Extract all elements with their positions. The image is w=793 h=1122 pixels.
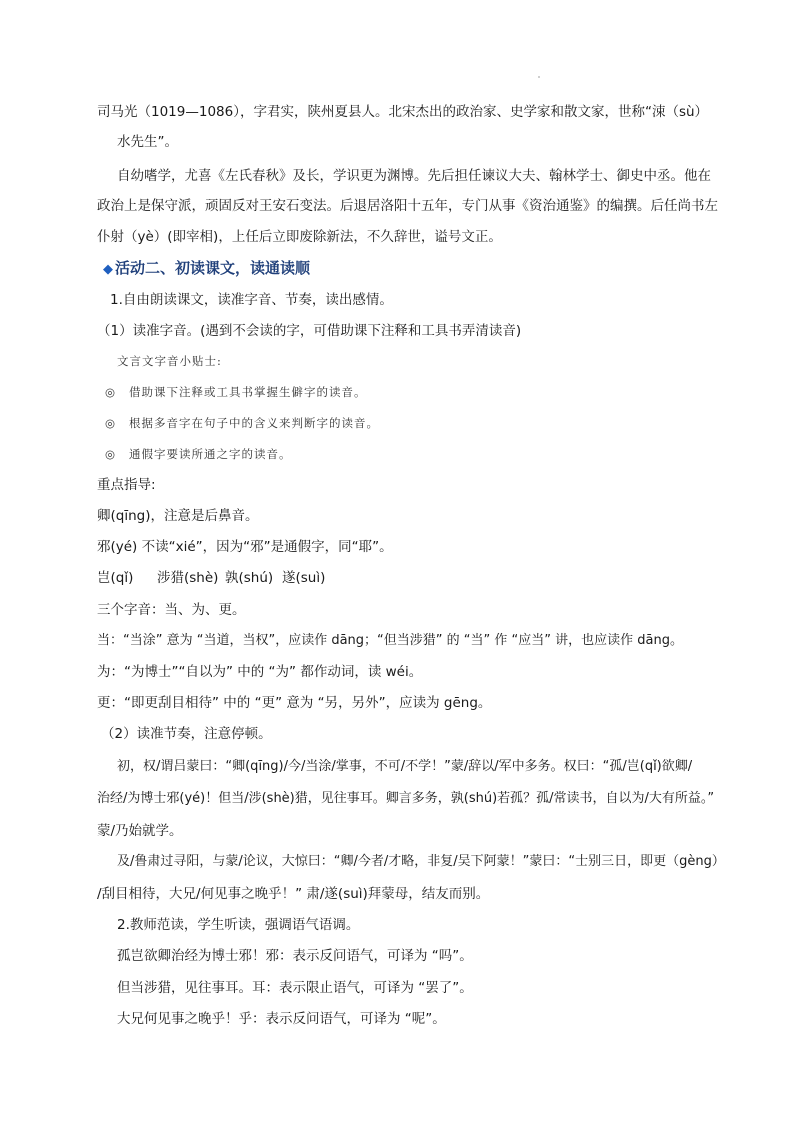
guide-title: 重点指导: bbox=[97, 477, 156, 493]
diamond-bullet-icon: ◆ bbox=[103, 262, 113, 277]
step-1: 1.自由朗读课文，读准字音、节奏，读出感情。 bbox=[110, 292, 393, 308]
tip-item-2: ◎ 根据多音字在句子中的含义来判断字的读音。 bbox=[105, 416, 379, 430]
step-1-sub: （1）读准字音。(遇到不会读的字，可借助课下注释和工具书弄清读音) bbox=[97, 323, 522, 339]
model-line-1: 孤岂欲卿治经为博士邪！邪：表示反问语气，可译为 “吗”。 bbox=[117, 948, 473, 964]
rhythm-p2-line-2: /刮目相待，大兄/何见事之晚乎！” 肃/遂(suì)拜蒙母，结友而别。 bbox=[97, 886, 490, 902]
guide-char-2: 涉猎(shè) bbox=[157, 570, 219, 586]
poly-title: 三个字音：当、为、更。 bbox=[97, 602, 246, 618]
guide-char-3: 孰(shú) bbox=[225, 570, 274, 586]
rhythm-p2-line-1: 及/鲁肃过寻阳，与蒙/论议，大惊曰：“卿/今者/才略，非复/吴下阿蒙！”蒙曰：“士别三日，即更（gèng） bbox=[117, 854, 725, 869]
guide-char-1: 岂(qǐ) bbox=[97, 570, 134, 586]
step-2: 2.教师范读，学生听读，强调语气语调。 bbox=[117, 917, 360, 933]
intro-paragraph-2-line-1: 自幼嗜学，尤喜《左氏春秋》及长，学识更为渊博。先后担任谏议大夫、翰林学士、御史中丞。他在 bbox=[117, 168, 711, 184]
tip-item-3: ◎ 通假字要读所通之字的读音。 bbox=[105, 447, 292, 461]
bullet-circle-icon: ◎ bbox=[105, 447, 117, 461]
model-line-3: 大兄何见事之晚乎！乎：表示反问语气，可译为 “呢”。 bbox=[117, 1011, 446, 1027]
intro-paragraph-2-line-3: 仆射（yè）(即宰相)，上任后立即废除新法，不久辞世，谥号文正。 bbox=[97, 229, 502, 245]
activity-heading bbox=[103, 259, 310, 279]
intro-paragraph-1-line-1: 司马光（1019—1086），字君实，陕州夏县人。北宋杰出的政治家、史学家和散文家，世称“涑（sù） bbox=[97, 104, 709, 120]
rhythm-sub: （2）读准节奏，注意停顿。 bbox=[101, 726, 272, 742]
guide-line-1: 卿(qīng)，注意是后鼻音。 bbox=[97, 508, 259, 524]
rhythm-p1-line-3: 蒙/乃始就学。 bbox=[97, 823, 183, 839]
intro-paragraph-1-line-2: 水先生”。 bbox=[117, 134, 178, 150]
poly-wei: 为：“为博士”“自以为” 中的 “为” 都作动词，读 wéi。 bbox=[97, 664, 423, 680]
rhythm-p1-line-1: 初，权/谓吕蒙曰：“卿(qīng)/今/当涂/掌事，不可/不学！”蒙/辞以/军中多务。权曰：“孤/岂(qǐ)欲卿/ bbox=[117, 759, 693, 774]
tip-item-1: ◎ 借助课下注释或工具书掌握生僻字的读音。 bbox=[105, 385, 367, 399]
activity-title: 活动二、初读课文，读通读顺 bbox=[115, 259, 311, 277]
poly-dang: 当：“当涂” 意为 “当道，当权”，应读作 dāng；“但当涉猎” 的 “当” 作 “应当” 讲，也应读作 dāng。 bbox=[97, 633, 683, 648]
guide-char-4: 遂(suì) bbox=[282, 570, 326, 586]
bullet-circle-icon: ◎ bbox=[105, 416, 117, 430]
poly-geng: 更：“即更刮目相待” 中的 “更” 意为 “另，另外”，应读为 gēng。 bbox=[97, 695, 492, 711]
rhythm-p1-line-2: 治经/为博士邪(yé)！但当/涉(shè)猎，见往事耳。卿言多务，孰(shú)若孤？孤/常读书，自以为/大有所益。” bbox=[97, 791, 715, 806]
page-mark bbox=[538, 76, 540, 78]
bullet-circle-icon: ◎ bbox=[105, 385, 117, 399]
tips-title: 文言文字音小贴士: bbox=[117, 354, 222, 368]
model-line-2: 但当涉猎，见往事耳。耳：表示限止语气，可译为 “罢了”。 bbox=[117, 980, 473, 996]
guide-line-2: 邪(yé) 不读“xié”，因为“邪”是通假字，同“耶”。 bbox=[97, 539, 393, 555]
intro-paragraph-2-line-2: 政治上是保守派，顽固反对王安石变法。后退居洛阳十五年，专门从事《资治通鉴》的编撰。后任尚书左 bbox=[97, 198, 718, 214]
